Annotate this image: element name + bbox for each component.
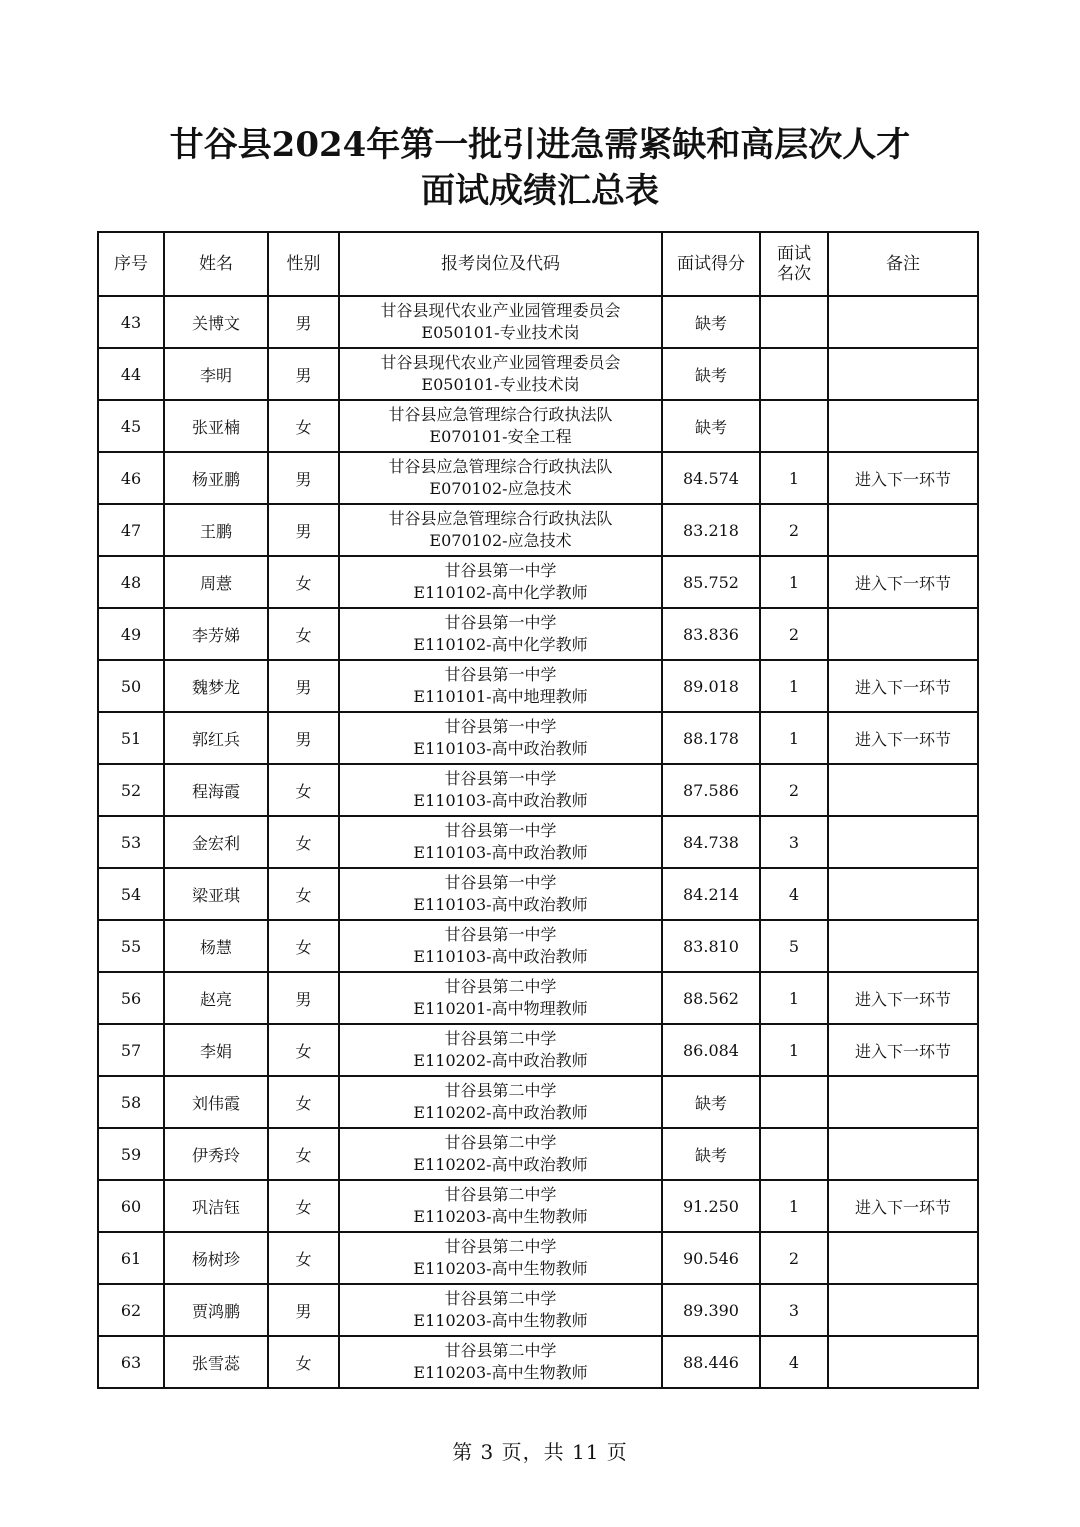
post-code: E110103-高中政治教师 bbox=[413, 791, 588, 810]
cell-note: 进入下一环节 bbox=[828, 452, 978, 504]
cell-gender: 女 bbox=[268, 1180, 339, 1232]
post-code: E110203-高中生物教师 bbox=[413, 1259, 588, 1278]
cell-rank: 5 bbox=[760, 920, 828, 972]
post-unit: 甘谷县第一中学 bbox=[444, 821, 557, 840]
cell-score: 84.574 bbox=[662, 452, 760, 504]
cell-name: 王鹏 bbox=[164, 504, 268, 556]
cell-post bbox=[339, 1284, 662, 1336]
cell-score: 85.752 bbox=[662, 556, 760, 608]
post-code: E110203-高中生物教师 bbox=[413, 1363, 588, 1382]
cell-seq: 52 bbox=[98, 764, 164, 816]
cell-name: 刘伟霞 bbox=[164, 1076, 268, 1128]
post-unit: 甘谷县第一中学 bbox=[444, 769, 557, 788]
header-seq: 序号 bbox=[98, 232, 164, 296]
cell-rank: 1 bbox=[760, 556, 828, 608]
post-unit: 甘谷县第一中学 bbox=[444, 925, 557, 944]
cell-post bbox=[339, 1232, 662, 1284]
cell-gender: 女 bbox=[268, 816, 339, 868]
header-rank-line2: 名次 bbox=[777, 264, 811, 284]
table-row bbox=[98, 452, 978, 504]
cell-score: 88.446 bbox=[662, 1336, 760, 1388]
cell-note bbox=[828, 504, 978, 556]
cell-note: 进入下一环节 bbox=[828, 972, 978, 1024]
cell-score: 83.218 bbox=[662, 504, 760, 556]
cell-post bbox=[339, 296, 662, 348]
cell-note bbox=[828, 1284, 978, 1336]
cell-score: 87.586 bbox=[662, 764, 760, 816]
cell-gender: 男 bbox=[268, 452, 339, 504]
cell-gender: 女 bbox=[268, 764, 339, 816]
post-unit: 甘谷县第二中学 bbox=[444, 1029, 557, 1048]
cell-post bbox=[339, 452, 662, 504]
table-row bbox=[98, 712, 978, 764]
cell-post bbox=[339, 816, 662, 868]
cell-seq: 50 bbox=[98, 660, 164, 712]
cell-post bbox=[339, 764, 662, 816]
cell-rank: 3 bbox=[760, 816, 828, 868]
post-code: E110102-高中化学教师 bbox=[413, 635, 588, 654]
cell-gender: 男 bbox=[268, 660, 339, 712]
cell-score: 缺考 bbox=[662, 296, 760, 348]
cell-note bbox=[828, 920, 978, 972]
header-gender: 性别 bbox=[268, 232, 339, 296]
cell-post bbox=[339, 400, 662, 452]
cell-rank: 1 bbox=[760, 972, 828, 1024]
cell-name: 杨亚鹏 bbox=[164, 452, 268, 504]
cell-note bbox=[828, 296, 978, 348]
cell-score: 89.018 bbox=[662, 660, 760, 712]
cell-note: 进入下一环节 bbox=[828, 556, 978, 608]
cell-name: 贾鸿鹏 bbox=[164, 1284, 268, 1336]
table-row bbox=[98, 608, 978, 660]
post-code: E110103-高中政治教师 bbox=[413, 895, 588, 914]
cell-note: 进入下一环节 bbox=[828, 712, 978, 764]
table-row bbox=[98, 660, 978, 712]
cell-score: 缺考 bbox=[662, 1076, 760, 1128]
post-unit: 甘谷县第二中学 bbox=[444, 1133, 557, 1152]
post-unit: 甘谷县第一中学 bbox=[444, 561, 557, 580]
post-unit: 甘谷县应急管理综合行政执法队 bbox=[388, 405, 613, 424]
header-rank bbox=[760, 232, 828, 296]
cell-note bbox=[828, 816, 978, 868]
table-row bbox=[98, 1128, 978, 1180]
post-code: E110202-高中政治教师 bbox=[413, 1155, 588, 1174]
cell-post bbox=[339, 712, 662, 764]
post-code: E110103-高中政治教师 bbox=[413, 843, 588, 862]
cell-seq: 57 bbox=[98, 1024, 164, 1076]
cell-gender: 女 bbox=[268, 608, 339, 660]
post-unit: 甘谷县第一中学 bbox=[444, 665, 557, 684]
cell-seq: 58 bbox=[98, 1076, 164, 1128]
cell-rank: 2 bbox=[760, 608, 828, 660]
cell-score: 90.546 bbox=[662, 1232, 760, 1284]
post-unit: 甘谷县第二中学 bbox=[444, 1289, 557, 1308]
post-unit: 甘谷县第二中学 bbox=[444, 1081, 557, 1100]
cell-seq: 46 bbox=[98, 452, 164, 504]
table-body bbox=[98, 296, 978, 1388]
cell-rank bbox=[760, 1076, 828, 1128]
cell-score: 缺考 bbox=[662, 1128, 760, 1180]
post-unit: 甘谷县第二中学 bbox=[444, 1185, 557, 1204]
cell-seq: 47 bbox=[98, 504, 164, 556]
cell-rank bbox=[760, 400, 828, 452]
cell-score: 83.836 bbox=[662, 608, 760, 660]
post-unit: 甘谷县第一中学 bbox=[444, 873, 557, 892]
cell-post bbox=[339, 608, 662, 660]
cell-name: 金宏利 bbox=[164, 816, 268, 868]
post-unit: 甘谷县现代农业产业园管理委员会 bbox=[380, 353, 621, 372]
cell-name: 杨慧 bbox=[164, 920, 268, 972]
post-code: E070102-应急技术 bbox=[429, 479, 572, 498]
cell-gender: 男 bbox=[268, 972, 339, 1024]
cell-post bbox=[339, 556, 662, 608]
cell-post bbox=[339, 1024, 662, 1076]
cell-name: 杨树珍 bbox=[164, 1232, 268, 1284]
post-code: E110202-高中政治教师 bbox=[413, 1103, 588, 1122]
cell-name: 巩洁钰 bbox=[164, 1180, 268, 1232]
cell-score: 88.562 bbox=[662, 972, 760, 1024]
cell-rank: 1 bbox=[760, 1024, 828, 1076]
post-code: E110103-高中政治教师 bbox=[413, 947, 588, 966]
cell-rank: 2 bbox=[760, 764, 828, 816]
cell-name: 梁亚琪 bbox=[164, 868, 268, 920]
cell-score: 89.390 bbox=[662, 1284, 760, 1336]
cell-note bbox=[828, 400, 978, 452]
cell-note bbox=[828, 1128, 978, 1180]
cell-seq: 51 bbox=[98, 712, 164, 764]
cell-note bbox=[828, 608, 978, 660]
page-title-line-2: 面试成绩汇总表 bbox=[421, 171, 659, 211]
table-row bbox=[98, 348, 978, 400]
cell-score: 86.084 bbox=[662, 1024, 760, 1076]
cell-rank: 2 bbox=[760, 1232, 828, 1284]
cell-seq: 55 bbox=[98, 920, 164, 972]
cell-seq: 59 bbox=[98, 1128, 164, 1180]
header-score: 面试得分 bbox=[662, 232, 760, 296]
cell-rank: 1 bbox=[760, 1180, 828, 1232]
cell-post bbox=[339, 920, 662, 972]
post-code: E050101-专业技术岗 bbox=[421, 323, 580, 342]
cell-name: 魏梦龙 bbox=[164, 660, 268, 712]
cell-gender: 女 bbox=[268, 920, 339, 972]
cell-seq: 53 bbox=[98, 816, 164, 868]
post-unit: 甘谷县第一中学 bbox=[444, 613, 557, 632]
cell-score: 缺考 bbox=[662, 348, 760, 400]
table-row bbox=[98, 1232, 978, 1284]
post-unit: 甘谷县第二中学 bbox=[444, 1341, 557, 1360]
post-unit: 甘谷县现代农业产业园管理委员会 bbox=[380, 301, 621, 320]
post-unit: 甘谷县第二中学 bbox=[444, 1237, 557, 1256]
cell-note bbox=[828, 868, 978, 920]
cell-post bbox=[339, 1336, 662, 1388]
cell-gender: 女 bbox=[268, 556, 339, 608]
post-code: E070101-安全工程 bbox=[429, 427, 572, 446]
cell-rank bbox=[760, 348, 828, 400]
cell-rank: 4 bbox=[760, 868, 828, 920]
cell-seq: 44 bbox=[98, 348, 164, 400]
cell-score: 84.738 bbox=[662, 816, 760, 868]
cell-seq: 45 bbox=[98, 400, 164, 452]
cell-gender: 女 bbox=[268, 400, 339, 452]
cell-rank: 1 bbox=[760, 712, 828, 764]
cell-seq: 54 bbox=[98, 868, 164, 920]
cell-name: 周薏 bbox=[164, 556, 268, 608]
cell-note bbox=[828, 1232, 978, 1284]
cell-name: 伊秀玲 bbox=[164, 1128, 268, 1180]
post-unit: 甘谷县第二中学 bbox=[444, 977, 557, 996]
page-footer: 第 3 页，共 11 页 bbox=[452, 1440, 628, 1464]
header-name: 姓名 bbox=[164, 232, 268, 296]
cell-score: 84.214 bbox=[662, 868, 760, 920]
cell-gender: 男 bbox=[268, 1284, 339, 1336]
cell-seq: 60 bbox=[98, 1180, 164, 1232]
cell-rank bbox=[760, 1128, 828, 1180]
table-row bbox=[98, 1024, 978, 1076]
post-code: E110102-高中化学教师 bbox=[413, 583, 588, 602]
cell-name: 张雪蕊 bbox=[164, 1336, 268, 1388]
post-code: E110203-高中生物教师 bbox=[413, 1311, 588, 1330]
header-rank-line1: 面试 bbox=[777, 244, 811, 264]
cell-rank: 3 bbox=[760, 1284, 828, 1336]
cell-post bbox=[339, 972, 662, 1024]
cell-name: 程海霞 bbox=[164, 764, 268, 816]
cell-gender: 女 bbox=[268, 1232, 339, 1284]
post-code: E110103-高中政治教师 bbox=[413, 739, 588, 758]
post-code: E110101-高中地理教师 bbox=[413, 687, 588, 706]
cell-rank bbox=[760, 296, 828, 348]
post-code: E110203-高中生物教师 bbox=[413, 1207, 588, 1226]
cell-seq: 56 bbox=[98, 972, 164, 1024]
page-title-line-1: 甘谷县2024年第一批引进急需紧缺和高层次人才 bbox=[169, 125, 911, 165]
table-row bbox=[98, 868, 978, 920]
cell-score: 83.810 bbox=[662, 920, 760, 972]
header-post: 报考岗位及代码 bbox=[339, 232, 662, 296]
table-row bbox=[98, 1284, 978, 1336]
post-unit: 甘谷县应急管理综合行政执法队 bbox=[388, 509, 613, 528]
cell-gender: 男 bbox=[268, 712, 339, 764]
post-code: E070102-应急技术 bbox=[429, 531, 572, 550]
cell-note: 进入下一环节 bbox=[828, 1024, 978, 1076]
table-header-row bbox=[98, 232, 978, 296]
post-unit: 甘谷县应急管理综合行政执法队 bbox=[388, 457, 613, 476]
cell-name: 李娟 bbox=[164, 1024, 268, 1076]
cell-gender: 男 bbox=[268, 504, 339, 556]
cell-score: 缺考 bbox=[662, 400, 760, 452]
cell-seq: 63 bbox=[98, 1336, 164, 1388]
cell-name: 李明 bbox=[164, 348, 268, 400]
cell-seq: 48 bbox=[98, 556, 164, 608]
table-row bbox=[98, 1076, 978, 1128]
cell-name: 李芳娣 bbox=[164, 608, 268, 660]
cell-seq: 62 bbox=[98, 1284, 164, 1336]
cell-rank: 4 bbox=[760, 1336, 828, 1388]
cell-gender: 女 bbox=[268, 1128, 339, 1180]
cell-note bbox=[828, 348, 978, 400]
cell-post bbox=[339, 504, 662, 556]
cell-score: 88.178 bbox=[662, 712, 760, 764]
post-code: E050101-专业技术岗 bbox=[421, 375, 580, 394]
cell-note bbox=[828, 764, 978, 816]
cell-note: 进入下一环节 bbox=[828, 660, 978, 712]
cell-gender: 女 bbox=[268, 1024, 339, 1076]
cell-gender: 女 bbox=[268, 1076, 339, 1128]
cell-gender: 男 bbox=[268, 296, 339, 348]
cell-gender: 女 bbox=[268, 1336, 339, 1388]
table-row bbox=[98, 816, 978, 868]
cell-seq: 43 bbox=[98, 296, 164, 348]
table-row bbox=[98, 504, 978, 556]
cell-note bbox=[828, 1336, 978, 1388]
post-code: E110202-高中政治教师 bbox=[413, 1051, 588, 1070]
cell-name: 张亚楠 bbox=[164, 400, 268, 452]
table-row bbox=[98, 296, 978, 348]
table-row bbox=[98, 920, 978, 972]
interview-score-table bbox=[97, 231, 979, 1389]
post-code: E110201-高中物理教师 bbox=[413, 999, 588, 1018]
cell-post bbox=[339, 1180, 662, 1232]
cell-rank: 1 bbox=[760, 452, 828, 504]
post-unit: 甘谷县第一中学 bbox=[444, 717, 557, 736]
cell-gender: 男 bbox=[268, 348, 339, 400]
cell-post bbox=[339, 348, 662, 400]
cell-name: 关博文 bbox=[164, 296, 268, 348]
cell-post bbox=[339, 660, 662, 712]
table-row bbox=[98, 1180, 978, 1232]
cell-note bbox=[828, 1076, 978, 1128]
cell-post bbox=[339, 1128, 662, 1180]
table-row bbox=[98, 556, 978, 608]
cell-post bbox=[339, 1076, 662, 1128]
header-note: 备注 bbox=[828, 232, 978, 296]
table-row bbox=[98, 1336, 978, 1388]
cell-score: 91.250 bbox=[662, 1180, 760, 1232]
cell-gender: 女 bbox=[268, 868, 339, 920]
cell-note: 进入下一环节 bbox=[828, 1180, 978, 1232]
table-row bbox=[98, 764, 978, 816]
table-row bbox=[98, 400, 978, 452]
cell-name: 赵亮 bbox=[164, 972, 268, 1024]
cell-seq: 61 bbox=[98, 1232, 164, 1284]
cell-rank: 1 bbox=[760, 660, 828, 712]
cell-post bbox=[339, 868, 662, 920]
table-row bbox=[98, 972, 978, 1024]
cell-name: 郭红兵 bbox=[164, 712, 268, 764]
cell-rank: 2 bbox=[760, 504, 828, 556]
cell-seq: 49 bbox=[98, 608, 164, 660]
